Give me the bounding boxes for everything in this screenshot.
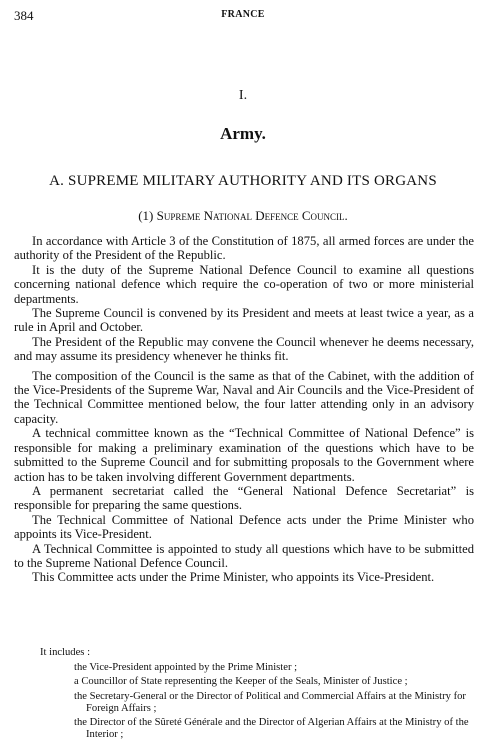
- list-item: the Director of the Sûreté Générale and the Director of Algerian Affairs at the Ministry of the Interior ;: [74, 717, 469, 741]
- page-number: 384: [14, 8, 34, 23]
- paragraph: It is the duty of the Supreme National Defence Council to examine all questions concerning national defence which require the co-operation of two or more ministerial departments.: [14, 262, 474, 306]
- paragraph: The Technical Committee of National Defence acts under the Prime Minister who appoints its Vice-President.: [14, 512, 474, 542]
- list-intro: It includes :: [40, 647, 91, 658]
- paragraph: The Supreme Council is convened by its President and meets at least twice a year, as a rule in April and October.: [14, 306, 474, 335]
- paragraph: The composition of the Council is the same as that of the Cabinet, with the addition of the Vice-Presidents of the Supreme War, Naval and Air Councils and the Vice-President of the Technical Committee mentioned below, the four latter attending only in an advisory capacity.: [14, 368, 474, 426]
- section-number: I.: [238, 88, 248, 103]
- membership-list: [14, 647, 474, 743]
- list-item: the Vice-President appointed by the Prime Minister ;: [74, 662, 298, 674]
- paragraph: The President of the Republic may convene the Council whenever he deems necessary, and may assume its presidency whenever he thinks fit.: [14, 334, 474, 364]
- body-text: [14, 234, 474, 585]
- paragraph: A permanent secretariat called the “General National Defence Secretariat” is responsible for preparing the same questions.: [14, 483, 474, 513]
- section-heading: A. SUPREME MILITARY AUTHORITY AND ITS ORGANS: [49, 173, 437, 189]
- running-head: FRANCE: [221, 9, 265, 20]
- list-item: the Secretary-General or the Director of Political and Commercial Affairs at the Ministry for Foreign Affairs ;: [74, 690, 466, 714]
- paragraph: This Committee acts under the Prime Minister, who appoints its Vice-President.: [32, 570, 435, 585]
- subsection-heading: (1) Supreme National Defence Council.: [138, 208, 348, 223]
- paragraph: A Technical Committee is appointed to study all questions which have to be submitted to the Supreme National Defence Council.: [14, 541, 474, 570]
- paragraph: In accordance with Article 3 of the Constitution of 1875, all armed forces are under the authority of the President of the Republic.: [14, 234, 474, 263]
- section-title: Army.: [220, 124, 266, 143]
- page-header: [14, 8, 472, 24]
- list-item: a Councillor of State representing the Keeper of the Seals, Minister of Justice ;: [74, 676, 408, 688]
- paragraph: A technical committee known as the “Technical Committee of National Defence” is responsible for making a preliminary examination of the questions which have to be submitted to the Supreme Council and for submitting proposals to the Government where action has to be taken involving different Government departments.: [14, 426, 474, 484]
